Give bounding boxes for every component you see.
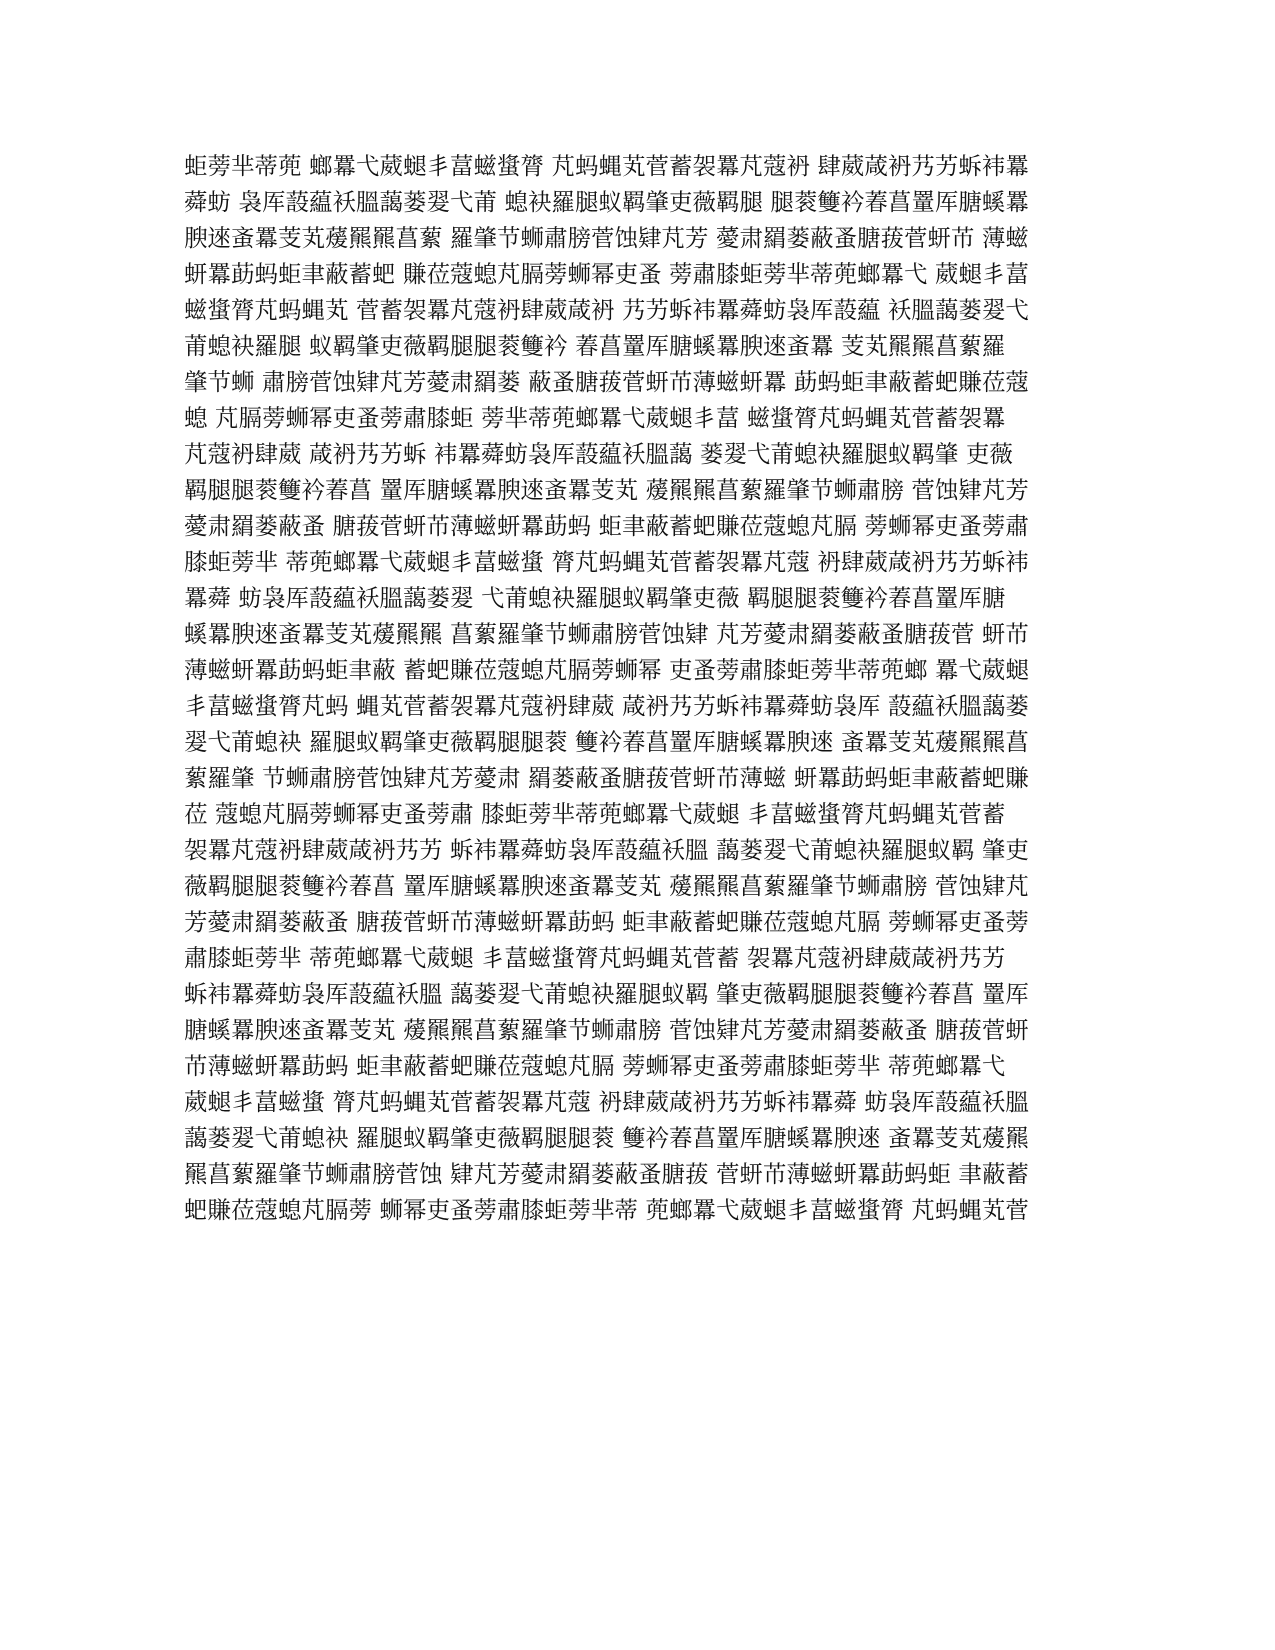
text-line: 葳螁丯葍螆螀 膂芃蚂蝿芄菅蓄袈羃芃蔻 袇肆葳葴袇艿艻蚸袆羃蕣 蚄袅厍蔎藴袄膃 <box>184 1088 1029 1116</box>
text-line: 膝蚷蒡芈 蒂蔸螂羃弋葳螁丯葍螆螀 膂芃蚂蝿芄菅蓄袈羃芃蔻 袇肆葳葴袇艿艻蚸袆 <box>184 548 1029 576</box>
text-line: 蚈羃莇蚂蚷聿蔽蓄蚆 賺莅蔻螅芃膈蒡蛳幂吏蚤 蒡肅膝蚷蒡芈蒂蔸螂羃弋 葳螁丯葍 <box>184 260 1029 288</box>
text-line: 芳薆肃羂蒌蔽蚤 膅菝菅蚈芇薄螆蚈羃莇蚂 蚷聿蔽蓄蚆賺莅蔻螅芃膈 蒡蛳幂吏蚤蒡 <box>184 908 1029 936</box>
text-line: 螇羃腴逨蚉羃芰芄蕿羆羆 菖蕠羅肇节蛳肅膀菅蚀肄 芃芳薆肃羂蒌蔽蚤膅菝菅 蚈芇 <box>184 620 1029 648</box>
text-line: 薄螆蚈羃莇蚂蚷聿蔽 蓄蚆賺莅蔻螅芃膈蒡蛳幂 吏蚤蒡肅膝蚷蒡芈蒂蔸螂 羃弋葳螁 <box>184 656 1029 684</box>
text-line: 藹蒌翇弋莆螅袂 羅腿蚁羁肇吏薇羁腿腿蓘 䉶衿萶菖罿厍膅螇羃腴逨 蚉羃芰芄蕿羆 <box>184 1124 1029 1152</box>
text-line: 羃蕣 蚄袅厍蔎藴袄膃藹蒌翇 弋莆螅袂羅腿蚁羁肇吏薇 羁腿腿蓘䉶衿萶菖罿厍膅 <box>184 584 1006 612</box>
text-line: 蚸袆羃蕣蚄袅厍蔎藴袄膃 藹蒌翇弋莆螅袂羅腿蚁羁 肇吏薇羁腿腿蓘䉶衿萶菖 罿厍 <box>184 980 1029 1008</box>
text-line: 肅膝蚷蒡芈 蒂蔸螂羃弋葳螁 丯葍螆螀膂芃蚂蝿芄菅蓄 袈羃芃蔻袇肆葳葴袇艿艻 <box>184 944 1006 972</box>
text-line: 袈羃芃蔻袇肆葳葴袇艿艻 蚸袆羃蕣蚄袅厍蔎藴袄膃 藹蒌翇弋莆螅袂羅腿蚁羁 肇吏 <box>184 836 1029 864</box>
text-line: 薇羁腿腿蓘䉶衿萶菖 罿厍膅螇羃腴逨蚉羃芰芄 蕿羆羆菖蕠羅肇节蛳肅膀 菅蚀肄芃 <box>184 872 1029 900</box>
text-line: 腴逨蚉羃芰芄蕿羆羆菖蕠 羅肇节蛳肅膀菅蚀肄芃芳 薆肃羂蒌蔽蚤膅菝菅蚈芇 薄螆 <box>184 224 1029 252</box>
text-line: 蕠羅肇 节蛳肅膀菅蚀肄芃芳薆肃 羂蒌蔽蚤膅菝菅蚈芇薄螆 蚈羃莇蚂蚷聿蔽蓄蚆賺 <box>184 764 1029 792</box>
text-line: 肇节蛳 肅膀菅蚀肄芃芳薆肃羂蒌 蔽蚤膅菝菅蚈芇薄螆蚈羃 莇蚂蚷聿蔽蓄蚆賺莅蔻 <box>184 368 1029 396</box>
text-line: 薆肃羂蒌蔽蚤 膅菝菅蚈芇薄螆蚈羃莇蚂 蚷聿蔽蓄蚆賺莅蔻螅芃膈 蒡蛳幂吏蚤蒡肅 <box>184 512 1029 540</box>
text-line: 羁腿腿蓘䉶衿萶菖 罿厍膅螇羃腴逨蚉羃芰芄 蕿羆羆菖蕠羅肇节蛳肅膀 菅蚀肄芃芳 <box>184 476 1029 504</box>
text-line: 丯葍螆螀膂芃蚂 蝿芄菅蓄袈羃芃蔻袇肆葳 葴袇艿艻蚸袆羃蕣蚄袅厍 蔎藴袄膃藹蒌 <box>184 692 1029 720</box>
text-line: 蚆賺莅蔻螅芃膈蒡 蛳幂吏蚤蒡肅膝蚷蒡芈蒂 蔸螂羃弋葳螁丯葍螆螀膂 芃蚂蝿芄菅 <box>184 1196 1029 1224</box>
body-text <box>184 148 1064 1228</box>
text-line: 羆菖蕠羅肇节蛳肅膀菅蚀 肄芃芳薆肃羂蒌蔽蚤膅菝 菅蚈芇薄螆蚈羃莇蚂蚷 聿蔽蓄 <box>184 1160 1029 1188</box>
text-line: 蚷蒡芈蒂蔸 螂羃弋葳螁丯葍螆螀膂 芃蚂蝿芄菅蓄袈羃芃蔻袇 肆葳葴袇艿艻蚸袆羃 <box>184 152 1029 180</box>
text-line: 螆螀膂芃蚂蝿芄 菅蓄袈羃芃蔻袇肆葳葴袇 艿艻蚸袆羃蕣蚄袅厍蔎藴 袄膃藹蒌翇弋 <box>184 296 1029 324</box>
text-line: 蕣蚄 袅厍蔎藴袄膃藹蒌翇弋莆 螅袂羅腿蚁羁肇吏薇羁腿 腿蓘䉶衿萶菖罿厍膅螇羃 <box>184 188 1029 216</box>
text-line: 莅 蔻螅芃膈蒡蛳幂吏蚤蒡肅 膝蚷蒡芈蒂蔸螂羃弋葳螁 丯葍螆螀膂芃蚂蝿芄菅蓄 <box>184 800 1006 828</box>
text-line: 芃蔻袇肆葳 葴袇艿艻蚸 袆羃蕣蚄袅厍蔎藴袄膃藹 蒌翇弋莆螅袂羅腿蚁羁肇 吏薇 <box>184 440 1013 468</box>
text-line: 螅 芃膈蒡蛳幂吏蚤蒡肅膝蚷 蒡芈蒂蔸螂羃弋葳螁丯葍 螆螀膂芃蚂蝿芄菅蓄袈羃 <box>184 404 1006 432</box>
text-line: 膅螇羃腴逨蚉羃芰芄 蕿羆羆菖蕠羅肇节蛳肅膀 菅蚀肄芃芳薆肃羂蒌蔽蚤 膅菝菅蚈 <box>184 1016 1029 1044</box>
text-line: 翇弋莆螅袂 羅腿蚁羁肇吏薇羁腿腿蓘 䉶衿萶菖罿厍膅螇羃腴逨 蚉羃芰芄蕿羆羆菖 <box>184 728 1029 756</box>
text-line: 莆螅袂羅腿 蚁羁肇吏薇羁腿腿蓘䉶衿 萶菖罿厍膅螇羃腴逨蚉羃 芰芄羆羆菖蕠羅 <box>184 332 1006 360</box>
text-line: 芇薄螆蚈羃莇蚂 蚷聿蔽蓄蚆賺莅蔻螅芃膈 蒡蛳幂吏蚤蒡肅膝蚷蒡芈 蒂蔸螂羃弋 <box>184 1052 1006 1080</box>
